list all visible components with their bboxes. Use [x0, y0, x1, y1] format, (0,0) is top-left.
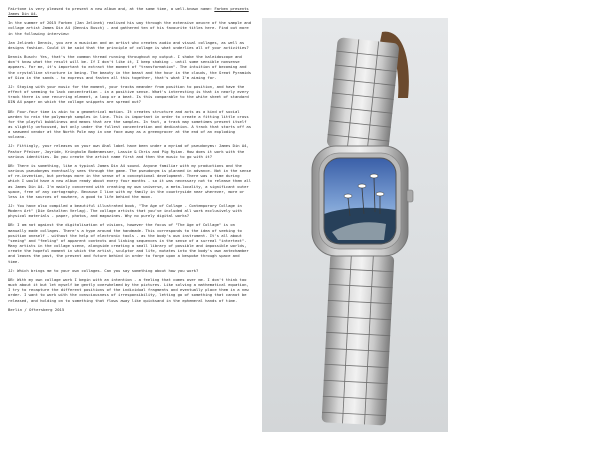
intro-link[interactable]: Farben presents James Din A4. — [8, 6, 249, 17]
interview-question-3: JJ: Fittingly, your releases on your own Ahal label have been under a myriad of pseudonyms: James Din A4, Pastor Pfeiser, Joyride, Kringholm Bodenmesser, Lassie & Chris and Pig Ryian. How does it work with the various identities. Do you create the artist name first and then the music to go with it? — [8, 143, 249, 159]
interview-question-4: JJ: You have also compiled a beautiful illustrated book, "The Age of Collage - Contemporary Collage in Modern Art" (Die Gestalten Verlag). The collage artists that you've included all work exclusively with physical materials - paper, photos, and magazines. Why no purely digital works? — [8, 203, 242, 219]
lower-bracelet-icon — [322, 252, 395, 425]
interview-answer-1: Dennis Busch: Yes, that's the common thread running throughout my output. I shake the kaleidoscope and don't know what the result will be. If I don't like it, I keep shaking - until some sensible nonsense appears. For me, it's important to extract the moment of "transformation". The intuition of becoming and the crystalline structure in being. The beauty in the beast and the hour in the clouds, the Great Pyramids of Giza in the sands - to express and fasten all this together, that's what I'm aiming for. — [8, 54, 251, 80]
signature-line: Berlin / Oftersberg 2015 — [8, 306, 65, 312]
interview-question-1: Jan Jelinek: Dennis, you are a musician and an artist who creates audio and visual collages, as well as designs fashion. Could it be said that the principle of collage is what underlies all of your activities? — [8, 39, 249, 50]
interview-answer-5: DB: With my own collage work I begin with an intention - a feeling that comes over me. I don't think too much about it but let myself be gently overwhelmed by the pictures. Like solving a mathematical equation, I try to recapture the different positions of the individual fragments and eventually place them in a new order. I want to work with the consciousness of irresponsibility, letting go of something that cannot be released, and holding on to something that flows away like quicksand in the ephemeral hands of time. — [8, 276, 249, 303]
interview-answer-3: DB: There is something, like a typical James Din A4 sound. Anyone familiar with my productions and the various pseudonyms eventually sees through the game. The pseudonym is planned in advance. Not in the sense of re-invention, but perhaps more in the sense of a conceptional development. There was a time during which I would have a new album ready about every four months - so it was necessary not to release them all as James Din A4. I'm mainly concerned with creating my own universe, a meta-locality, a significant outer space, free of any cartography. Because I live with my family in the countryside near wherever, more or less in the sources of nowhere, a good to life behind the moon. — [8, 162, 251, 199]
intro-text: Fairtone is very pleased to present a new album and, at the same time, a well-known name: — [8, 6, 213, 11]
paragraph-1: In the summer of 2015 Farben (Jan Jelinek) realised his way through the extensive oeuvre of the sample and collage artist James Din A4 (Dennis Busch) - and gathered ten of his favourite titles here. Find out more in the following interview: — [8, 20, 251, 36]
collage-dial-icon — [324, 158, 396, 244]
watch-image — [262, 18, 448, 432]
interview-question-5: JJ: Which brings me to your own collages. Can you say something about how you work? — [8, 267, 199, 273]
interview-question-2: JJ: Staying with your music for the moment, your tracks meander from position to position, and have the effect of seeming to lack concentration - in a positive sense. What's interesting is that in nearly every track there is one recurring element, a loop or a beat. Is this comparable to the white sheet of standard DIN A4 paper on which the collage snippets are spread out? — [8, 83, 249, 105]
article-text-column — [8, 6, 252, 446]
intro-paragraph — [8, 6, 252, 16]
interview-answer-2: DB: Four-four time is akin to a geometrical motion. It creates structure and acts as a kind of social warden to rein the polymorph samples in line. This is important in order to create a fitting little cross for the playful bubbliness and means that are the samples. In fact, a track may sometimes present itself as slightly unfocused, but only under the fullest concentration and dedication. A track that starts off as a seaweed vendor at the North Pole may in one face away as a greengrocer at the end of an exploding volcano. — [8, 108, 251, 140]
interview-answer-4: DB: I am not against the digitalisation of visions, however the focus of "The Age of Collage" is on manually made collages. There's a hype around the handmade. This corresponds to the idea of seeking to position oneself - without the help of electronic tools - as the body's own instrument. It's all about "seeing" and "feeling" of apparent contexts and linking sequences in the sense of a surreal "intertext". Many artists in the collage scene, alongside creating a small library of possible and impossible worlds, create the hopeful moment in which the artist, sculptor and life, mutates into the body's own antechamber and leaves the past, the present and future behind in order to forge upon a bespoke through space and time. — [8, 222, 249, 264]
upper-bracelet-icon — [326, 37, 399, 153]
watch-photo — [262, 18, 448, 432]
